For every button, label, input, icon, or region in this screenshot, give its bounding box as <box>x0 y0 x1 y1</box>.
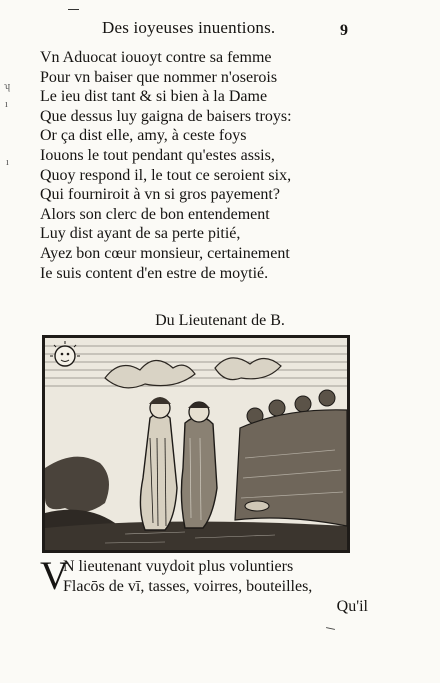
woodcut-illustration <box>42 335 350 553</box>
stray-ink-mark <box>326 627 335 630</box>
verse-block <box>40 48 370 283</box>
margin-mark: ı <box>6 157 9 168</box>
verse-line: Iouons le tout pendant qu'estes assis, <box>40 146 275 164</box>
prose-block <box>40 553 370 617</box>
running-title: Des ioyeuses inuentions. <box>102 18 276 37</box>
prose-line: Flacōs de vī, tasses, voirres, bouteilles, <box>63 578 313 595</box>
verse-line: Quoy respond il, le tout ce seroient six, <box>40 166 292 184</box>
verse-line: Que dessus luy gaigna de baisers troys: <box>40 107 292 125</box>
verse-line: Vn Aduocat iouoyt contre sa femme <box>40 49 272 66</box>
running-header <box>58 18 358 40</box>
page-number: 9 <box>340 22 348 39</box>
verse-line: Luy dist ayant de sa perte pitié, <box>40 225 241 243</box>
verse-line: Or ça dist elle, amy, à ceste foys <box>40 127 247 145</box>
prose-line: N lieutenant vuydoit plus voluntiers <box>63 558 294 575</box>
catchword: Qu'il <box>336 598 368 615</box>
woodcut-engraving <box>45 338 347 550</box>
verse-line: Qui fourniroit à vn si gros payement? <box>40 186 280 204</box>
margin-mark: ʮ <box>4 81 11 92</box>
verse-line: Le ieu dist tant & si bien à la Dame <box>40 88 268 106</box>
drop-cap: V <box>40 553 69 598</box>
verse-line: Ie suis content d'en estre de moytié. <box>40 264 269 282</box>
verse-line: Pour vn baiser que nommer n'oserois <box>40 68 278 86</box>
verse-line: Alors son clerc de bon entendement <box>40 205 270 223</box>
verse-line: Ayez bon cœur monsieur, certainement <box>40 244 290 262</box>
margin-annotations <box>4 82 16 172</box>
stray-ink-mark <box>68 9 79 10</box>
margin-mark: ı <box>5 99 8 110</box>
section-title: Du Lieutenant de B. <box>155 312 285 329</box>
